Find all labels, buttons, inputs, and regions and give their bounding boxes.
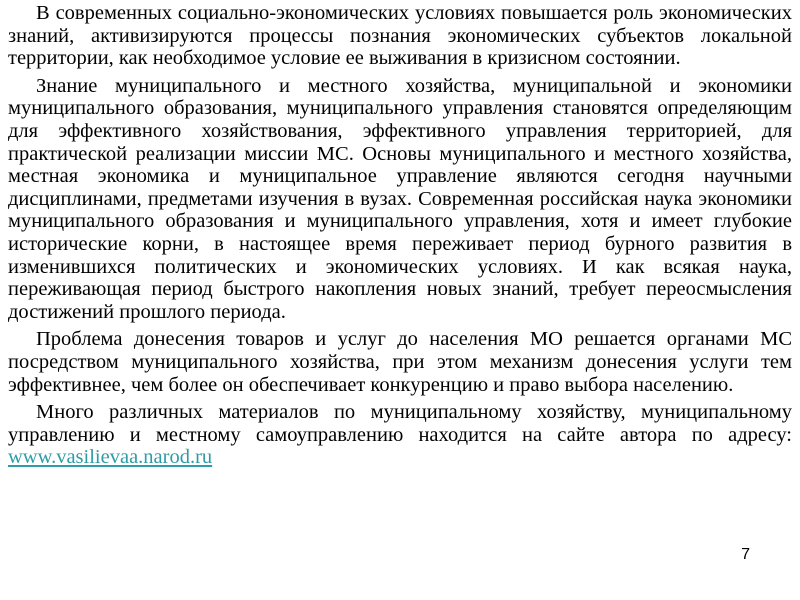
- paragraph-4: [8, 401, 792, 469]
- paragraph-4-text: Много различных материалов по муниципальному хозяйству, муниципальному управлению и местному самоуправлению находится на сайте автора по адресу:: [8, 401, 792, 446]
- paragraph-2: Знание муниципального и местного хозяйства, муниципальной и экономики муниципального образования, муниципального управления становятся определяющим для эффективного хозяйствования, эффективного управления территорией, для практической реализации миссии МС. Основы муниципального и местного хозяйства, местная экономика и муниципальное управление являются сегодня научными дисциплинами, предметами изучения в вузах. Современная российская наука экономики муниципального образования и муниципального управления, хотя и имеет глубокие исторические корни, в настоящее время переживает период бурного развития в изменившихся политических и экономических условиях. И как всякая наука, переживающая период быстрого накопления новых знаний, требует переосмысления достижений прошлого периода.: [8, 74, 792, 323]
- slide-body: [8, 2, 792, 474]
- author-site-link[interactable]: www.vasilievaa.narod.ru: [8, 446, 213, 469]
- paragraph-3: Проблема донесения товаров и услуг до населения МО решается органами МС посредством муниципального хозяйства, при этом механизм донесения услуги тем эффективнее, чем более он обеспечивает конкуренцию и право выбора населению.: [8, 328, 792, 396]
- paragraph-1: В современных социально-экономических условиях повышается роль экономических знаний, активизируются процессы познания экономических субъектов локальной территории, как необходимое условие ее выживания в кризисном состоянии.: [8, 2, 792, 70]
- page-number: 7: [741, 546, 750, 563]
